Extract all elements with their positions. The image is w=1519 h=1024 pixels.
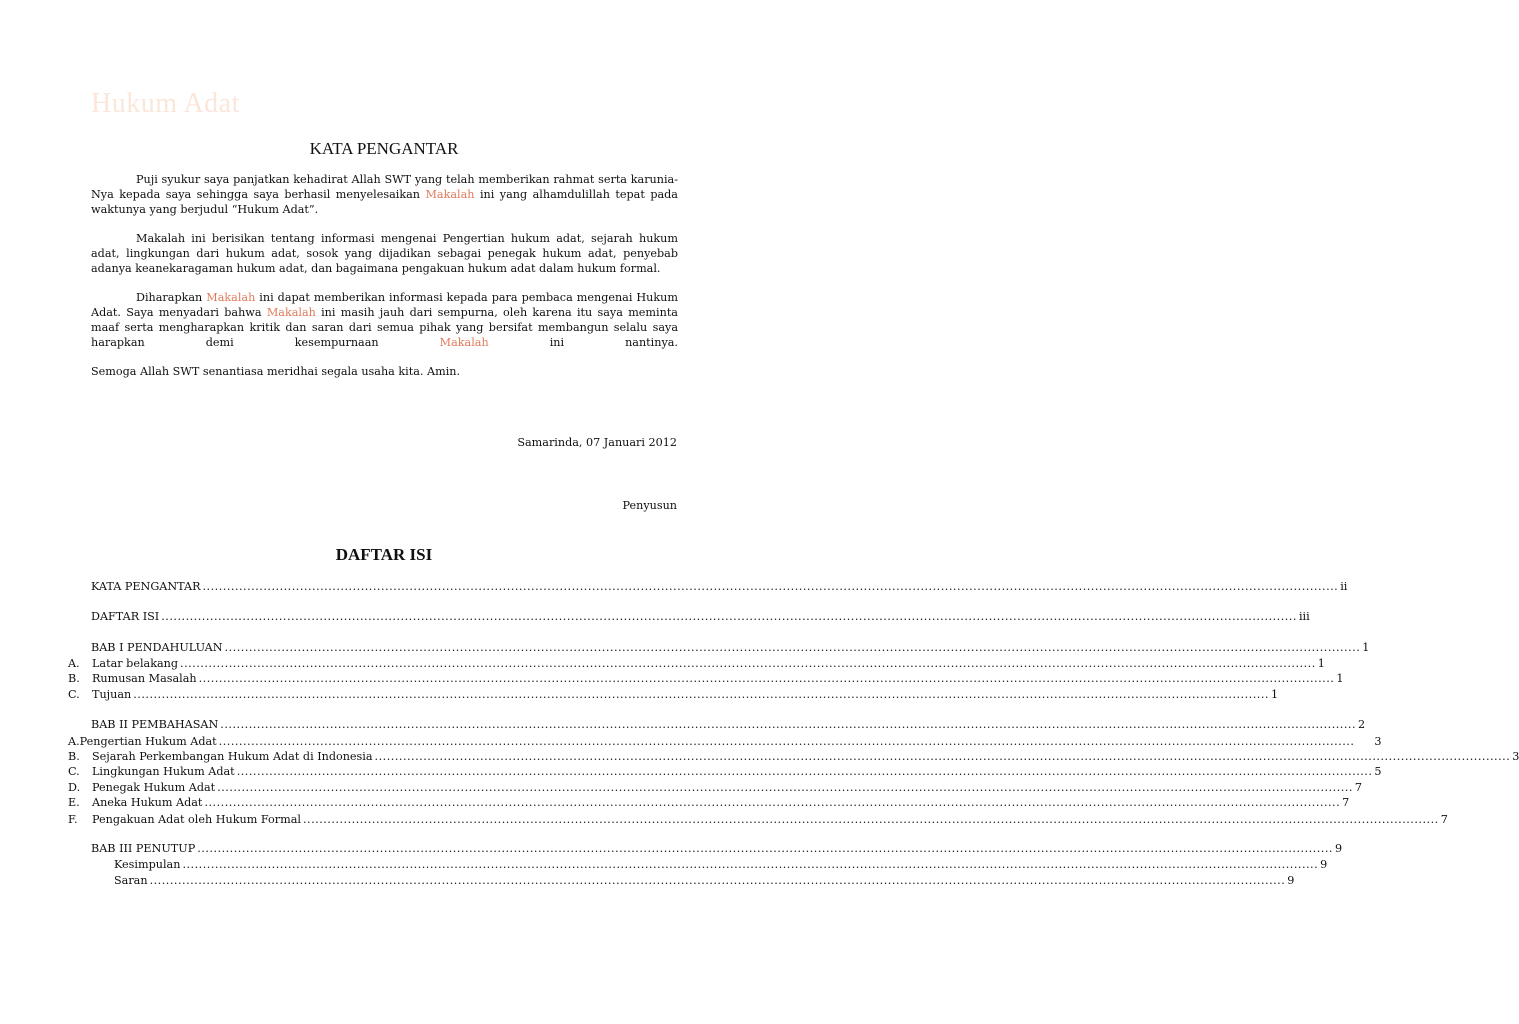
toc-entry-label: Latar belakang — [92, 657, 179, 670]
toc-entry-page: 9 — [1287, 874, 1295, 887]
toc-entry-page: 2 — [1358, 718, 1366, 731]
toc-entry-marker: A. — [68, 657, 80, 670]
toc-entry-label: KATA PENGANTAR — [91, 580, 201, 593]
toc-entry[interactable] — [114, 874, 1295, 889]
toc-entry-page: 1 — [1270, 688, 1279, 701]
toc-leader-dots — [217, 781, 1353, 794]
toc-entry-label: Pengakuan Adat oleh Hukum Formal — [92, 813, 301, 826]
toc-entry-label: Rumusan Masalah — [92, 672, 197, 685]
toc-entry-page: 7 — [1342, 796, 1350, 809]
toc-entry-label: Tujuan — [92, 688, 132, 701]
preface-p3-text-d: ini nantinya. — [488, 336, 678, 349]
place-date: Samarinda, 07 Januari 2012 — [517, 436, 677, 449]
toc-leader-dots — [375, 750, 1511, 763]
toc-entry-page: ii — [1340, 580, 1348, 593]
toc-leader-dots — [150, 874, 1286, 887]
preface-p1-text-b: ini yang alhamdulillah tepat pada waktunya yang berjudul “Hukum Adat”. — [91, 188, 678, 216]
toc-entry-page: iii — [1298, 610, 1310, 623]
toc-entry-label: BAB II PEMBAHASAN — [91, 718, 219, 731]
toc-entry[interactable] — [91, 610, 1310, 625]
toc-leader-dots — [220, 718, 1356, 731]
toc-entry-label: Saran — [114, 874, 148, 887]
makalah-link-4[interactable]: Makalah — [439, 336, 489, 349]
toc-entry-marker: B. — [68, 750, 80, 763]
toc-entry-marker: F. — [68, 813, 78, 826]
toc-entry[interactable] — [68, 672, 1344, 687]
toc-entry-label: DAFTAR ISI — [91, 610, 160, 623]
toc-entry[interactable] — [114, 858, 1328, 873]
watermark: Hukum Adat — [91, 88, 240, 119]
toc-entry[interactable] — [68, 813, 1448, 828]
toc-leader-dots — [133, 688, 1269, 701]
toc-leader-dots — [219, 735, 1355, 748]
toc-entry[interactable] — [68, 735, 1382, 750]
preface-title: KATA PENGANTAR — [309, 139, 459, 158]
toc-leader-dots — [197, 842, 1333, 855]
toc-leader-dots — [199, 672, 1335, 685]
toc-entry-page: 3 — [1374, 735, 1382, 748]
toc-entry-page: 5 — [1374, 765, 1382, 778]
makalah-link-3[interactable]: Makalah — [266, 306, 316, 319]
toc-entry[interactable] — [68, 781, 1363, 796]
toc-entry[interactable] — [91, 718, 1366, 733]
preface-body — [91, 172, 678, 393]
toc-leader-dots — [161, 610, 1297, 623]
toc-entry[interactable] — [68, 750, 1519, 765]
toc-entry[interactable] — [91, 641, 1370, 656]
toc-entry-label: Penegak Hukum Adat — [92, 781, 216, 794]
preface-p3-text-c: ini masih jauh dari sempurna, oleh karena itu saya meminta maaf serta mengharapkan kritik dan saran dari semua pihak yang bersifat membangun selalu saya harapkan demi kesempurnaan — [91, 306, 678, 349]
toc-entry[interactable] — [68, 765, 1382, 780]
toc-leader-dots — [180, 657, 1316, 670]
toc-entry[interactable] — [68, 796, 1350, 811]
toc-entry-marker: B. — [68, 672, 80, 685]
toc-entry-label: Sejarah Perkembangan Hukum Adat di Indonesia — [92, 750, 373, 763]
preface-paragraph-4: Semoga Allah SWT senantiasa meridhai segala usaha kita. Amin. — [91, 365, 461, 378]
toc-entry-label: Lingkungan Hukum Adat — [92, 765, 235, 778]
toc-entry-page: 9 — [1334, 842, 1343, 855]
toc-entry-marker: C. — [68, 765, 80, 778]
toc-entry-marker: E. — [68, 796, 80, 809]
toc-entry-label: Pengertian Hukum Adat — [79, 735, 217, 748]
toc-title: DAFTAR ISI — [335, 545, 433, 564]
toc-leader-dots — [203, 580, 1339, 593]
makalah-link-1[interactable]: Makalah — [425, 188, 475, 201]
preface-paragraph-3 — [91, 290, 678, 350]
toc-entry-label: Aneka Hukum Adat — [92, 796, 203, 809]
preface-paragraph-2: Makalah ini berisikan tentang informasi mengenai Pengertian hukum adat, sejarah hukum adat, lingkungan dari hukum adat, sosok yang dijadikan sebagai penegak hukum adat, penyebab adanya keanekaragaman hukum adat, dan bagaimana pengakuan hukum adat dalam hukum formal. — [91, 232, 678, 275]
toc-leader-dots — [225, 641, 1361, 654]
toc-entry[interactable] — [91, 842, 1343, 857]
toc-entry-page: 1 — [1362, 641, 1370, 654]
toc-entry-page: 1 — [1336, 672, 1344, 685]
toc-entry-page: 7 — [1440, 813, 1448, 826]
toc-entry[interactable] — [68, 657, 1325, 672]
toc-entry-label: BAB III PENUTUP — [91, 842, 196, 855]
makalah-link-2[interactable]: Makalah — [206, 291, 256, 304]
toc-leader-dots — [237, 765, 1373, 778]
preface-p1-text-a: Puji syukur saya panjatkan kehadirat Allah SWT yang telah memberikan rahmat serta karunia-Nya kepada saya sehingga saya berhasil menyelesaikan — [91, 173, 678, 201]
preface-p3-text-b: ini dapat memberikan informasi kepada para pembaca mengenai Hukum Adat. Saya menyadari bahwa — [91, 291, 678, 319]
toc-entry[interactable] — [91, 580, 1348, 595]
toc-entry-page: 3 — [1512, 750, 1519, 763]
preface-p3-text-a: Diharapkan — [136, 291, 207, 304]
toc-entry-page: 9 — [1320, 858, 1328, 871]
toc-entry-page: 7 — [1354, 781, 1363, 794]
toc-entry[interactable] — [68, 688, 1279, 703]
toc-entry-page: 1 — [1317, 657, 1325, 670]
toc-entry-marker: A. — [68, 735, 80, 748]
toc-entry-marker: C. — [68, 688, 80, 701]
toc-entry-label: BAB I PENDAHULUAN — [91, 641, 223, 654]
toc-leader-dots — [204, 796, 1340, 809]
preface-paragraph-1 — [91, 172, 678, 217]
author: Penyusun — [622, 499, 677, 512]
toc-leader-dots — [303, 813, 1439, 826]
toc-entry-label: Kesimpulan — [114, 858, 181, 871]
toc-leader-dots — [182, 858, 1318, 871]
toc-entry-marker: D. — [68, 781, 81, 794]
